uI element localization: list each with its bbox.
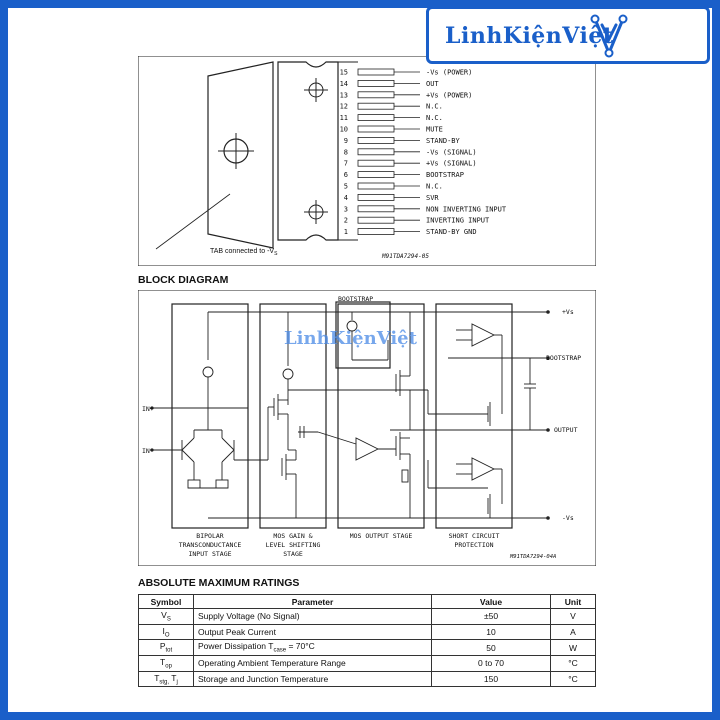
table-row: [139, 656, 596, 672]
pin-number: 14: [339, 79, 348, 88]
pinout-ref: M91TDA7294-05: [382, 253, 429, 260]
cell-value: 0 to 70: [432, 656, 551, 672]
cell-unit: °C: [551, 671, 596, 687]
cell-parameter: Storage and Junction Temperature: [194, 671, 432, 687]
pin-name: NON INVERTING INPUT: [426, 205, 507, 214]
brand-logo-text: LinhKiệnViệt: [445, 23, 614, 49]
pin-number: 15: [339, 68, 348, 77]
pin-lead: [358, 69, 394, 75]
pin-number: 7: [343, 159, 348, 168]
label-in-neg: IN-: [142, 447, 154, 455]
label-in-pos: IN+: [142, 405, 154, 413]
stage-protection-line1: SHORT CIRCUIT: [448, 532, 500, 540]
pin-lead: [358, 183, 394, 189]
cell-symbol: $P_{tot}$: [139, 640, 194, 656]
pin-lead: [358, 103, 394, 109]
pin-name: MUTE: [426, 125, 443, 134]
cell-unit: W: [551, 640, 596, 656]
ratings-header-row: [139, 595, 596, 609]
pin-lead: [358, 229, 394, 235]
package-tab: [208, 62, 273, 248]
stage-gain-line3: STAGE: [283, 550, 303, 558]
pin-number: 6: [343, 171, 348, 180]
cell-symbol: $T_{op}$: [139, 656, 194, 672]
cell-symbol: $I_O$: [139, 624, 194, 640]
pin-lead: [358, 115, 394, 121]
pin-name: OUT: [426, 79, 439, 88]
label-bootstrap-top: BOOTSTRAP: [338, 295, 374, 303]
pin-number: 8: [343, 148, 348, 157]
tab-note: TAB connected to -V: [210, 248, 275, 255]
pin-name: +Vs (SIGNAL): [426, 159, 477, 168]
pin-name: SVR: [426, 193, 439, 202]
stage-gain-line1: MOS GAIN &: [273, 532, 313, 540]
label-output: OUTPUT: [554, 426, 578, 434]
pin-lead: [358, 172, 394, 178]
pin-lead: [358, 92, 394, 98]
pin-number: 13: [339, 91, 348, 100]
pin-name: N.C.: [426, 114, 443, 123]
stage-protection-line2: PROTECTION: [454, 541, 494, 549]
pin-name: STAND-BY: [426, 136, 460, 145]
pin-lead: [358, 217, 394, 223]
pin-number: 2: [343, 216, 348, 225]
pin-name: BOOTSTRAP: [426, 171, 464, 180]
pin-number: 12: [339, 102, 348, 111]
cell-parameter: Supply Voltage (No Signal): [194, 609, 432, 625]
pin-number: 4: [343, 193, 348, 202]
ratings-title: ABSOLUTE MAXIMUM RATINGS: [138, 577, 300, 589]
pin-lead: [358, 194, 394, 200]
pin-name: -Vs (POWER): [426, 68, 473, 77]
pin-lead: [358, 160, 394, 166]
stage-output-line1: MOS OUTPUT STAGE: [349, 532, 413, 540]
pin-number: 9: [343, 136, 348, 145]
tab-note-sub: S: [274, 251, 278, 257]
label-bootstrap-right: BOOTSTRAP: [546, 354, 582, 362]
cell-parameter: Operating Ambient Temperature Range: [194, 656, 432, 672]
pin-name: STAND-BY GND: [426, 228, 477, 237]
cell-parameter: Output Peak Current: [194, 624, 432, 640]
stage-input-line3: INPUT STAGE: [188, 550, 232, 558]
cell-unit: V: [551, 609, 596, 625]
pin-number: 10: [339, 125, 348, 134]
pin-name: N.C.: [426, 102, 443, 111]
stage-gain-line2: LEVEL SHIFTING: [265, 541, 321, 549]
pin-lead: [358, 80, 394, 86]
package-body: [278, 62, 338, 240]
pin-number: 5: [343, 182, 348, 191]
cell-unit: °C: [551, 656, 596, 672]
pin-lead: [358, 149, 394, 155]
table-row: [139, 624, 596, 640]
ratings-table: [138, 594, 596, 687]
pin-lead: [358, 206, 394, 212]
circuit-v-icon: [589, 13, 629, 59]
header-parameter: Parameter: [194, 595, 432, 609]
pin-number: 11: [339, 114, 348, 123]
header-unit: Unit: [551, 595, 596, 609]
header-value: Value: [432, 595, 551, 609]
pin-name: N.C.: [426, 182, 443, 191]
pin-number: 3: [343, 205, 348, 214]
stage-input-line2: TRANSCONDUCTANCE: [178, 541, 242, 549]
cell-parameter: Power Dissipation $T_{case} = 70^\circ C$: [194, 640, 432, 656]
block-diagram: [138, 290, 596, 566]
stage-input-line1: BIPOLAR: [196, 532, 224, 540]
pinout-figure: [138, 56, 596, 266]
block-diagram-title: BLOCK DIAGRAM: [138, 274, 229, 286]
pin-name: INVERTING INPUT: [426, 216, 490, 225]
cell-unit: A: [551, 624, 596, 640]
table-row: [139, 640, 596, 656]
block-diagram-ref: M91TDA7294-04A: [510, 554, 557, 560]
pin-name: -Vs (SIGNAL): [426, 148, 477, 157]
cell-value: 50: [432, 640, 551, 656]
table-row: [139, 671, 596, 687]
cell-value: ±50: [432, 609, 551, 625]
header-symbol: Symbol: [139, 595, 194, 609]
pin-lead: [358, 137, 394, 143]
pin-number: 1: [343, 228, 348, 237]
label-vs-pos: +Vs: [562, 308, 574, 316]
cell-symbol: $T_{stg,}$ $T_j$: [139, 671, 194, 687]
cell-value: 150: [432, 671, 551, 687]
cell-value: 10: [432, 624, 551, 640]
watermark-logo: [284, 328, 418, 349]
pin-lead: [358, 126, 394, 132]
label-vs-neg: -Vs: [562, 514, 574, 522]
table-row: [139, 609, 596, 625]
cell-symbol: $V_S$: [139, 609, 194, 625]
pin-name: +Vs (POWER): [426, 91, 473, 100]
brand-logo[interactable]: [426, 6, 710, 64]
watermark-text: LinhKiệnViệt: [284, 328, 417, 349]
